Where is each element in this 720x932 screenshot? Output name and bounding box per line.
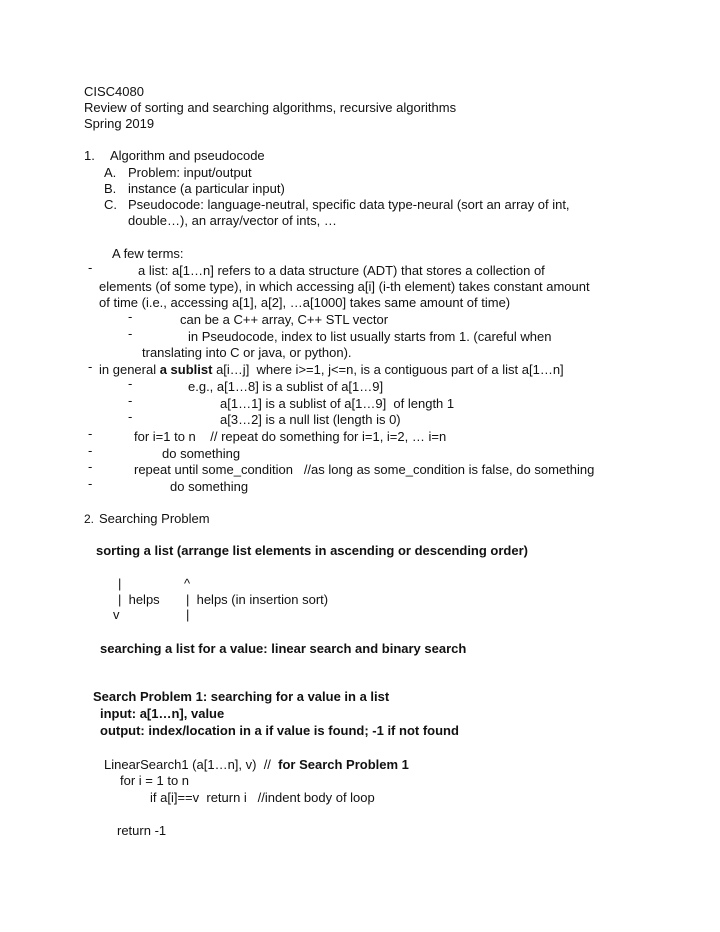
bullet-dash: - bbox=[128, 409, 133, 424]
item-c-marker: C. bbox=[104, 197, 117, 212]
bullet-dash: - bbox=[88, 459, 93, 474]
bullet-dash: - bbox=[128, 326, 133, 341]
search-problem-title: Search Problem 1: searching for a value in a list bbox=[93, 689, 390, 704]
course-code: CISC4080 bbox=[84, 84, 144, 99]
list-definition-line2: elements (of some type), in which accessing a[i] (i-th element) takes constant amount bbox=[99, 279, 590, 294]
loop-for-body: do something bbox=[162, 446, 241, 461]
diagram-up-arrowhead: ^ bbox=[184, 576, 191, 591]
search-problem-output: output: index/location in a if value is found; -1 if not found bbox=[100, 723, 459, 738]
diagram-right-bar: | bbox=[186, 607, 190, 622]
code-for-loop: for i = 1 to n bbox=[120, 773, 190, 788]
list-definition-line1: a list: a[1…n] refers to a data structure (ADT) that stores a collection of bbox=[138, 263, 545, 278]
bullet-dash: - bbox=[88, 359, 93, 374]
sublist-example-2: a[1…1] is a sublist of a[1…9] of length 1 bbox=[220, 396, 455, 411]
bullet-dash: - bbox=[128, 309, 133, 324]
diagram-helps-up: | helps (in insertion sort) bbox=[186, 592, 329, 607]
section2-number: 2. bbox=[84, 512, 95, 526]
document-subtitle: Review of sorting and searching algorithms, recursive algorithms bbox=[84, 100, 457, 115]
sublist-prefix: in general bbox=[99, 362, 160, 377]
diagram-down-arrowhead: v bbox=[113, 607, 120, 622]
sublist-example-3: a[3…2] is a null list (length is 0) bbox=[220, 412, 401, 427]
section2-title: Searching Problem bbox=[99, 511, 210, 526]
item-b-marker: B. bbox=[104, 181, 117, 196]
code-signature bbox=[104, 757, 409, 773]
sorting-heading: sorting a list (arrange list elements in ascending or descending order) bbox=[96, 543, 528, 558]
terms-heading: A few terms: bbox=[112, 246, 184, 261]
sublist-term: a sublist bbox=[159, 362, 213, 377]
section1-title: Algorithm and pseudocode bbox=[110, 148, 265, 163]
bullet-dash: - bbox=[128, 376, 133, 391]
list-subpoint-2-continuation: translating into C or java, or python). bbox=[142, 345, 352, 360]
item-a-marker: A. bbox=[104, 165, 117, 180]
loop-repeat-body: do something bbox=[170, 479, 249, 494]
search-problem-input: input: a[1…n], value bbox=[100, 706, 225, 721]
bullet-dash: - bbox=[128, 393, 133, 408]
loop-for-line: for i=1 to n // repeat do something for i=1, i=2, … i=n bbox=[134, 429, 447, 444]
diagram-helps-down: | helps bbox=[118, 592, 160, 607]
diagram-left-bar: | bbox=[118, 576, 122, 591]
sublist-definition bbox=[99, 362, 564, 378]
code-return: return -1 bbox=[117, 823, 167, 838]
code-signature-text: LinearSearch1 (a[1…n], v) // bbox=[104, 757, 279, 772]
sublist-example-1: e.g., a[1…8] is a sublist of a[1…9] bbox=[188, 379, 384, 394]
item-b-text: instance (a particular input) bbox=[128, 181, 285, 196]
list-subpoint-2: in Pseudocode, index to list usually starts from 1. (careful when bbox=[188, 329, 552, 344]
list-subpoint-1: can be a C++ array, C++ STL vector bbox=[180, 312, 389, 327]
searching-heading: searching a list for a value: linear search and binary search bbox=[100, 641, 467, 656]
section1-number: 1. bbox=[84, 148, 95, 163]
bullet-dash: - bbox=[88, 426, 93, 441]
bullet-dash: - bbox=[88, 476, 93, 491]
item-c-continuation: double…), an array/vector of ints, … bbox=[128, 213, 337, 228]
item-c-text: Pseudocode: language-neutral, specific data type-neural (sort an array of int, bbox=[128, 197, 570, 212]
code-if-statement: if a[i]==v return i //indent body of loop bbox=[150, 790, 375, 805]
loop-repeat-line: repeat until some_condition //as long as some_condition is false, do something bbox=[134, 462, 595, 477]
term-label: Spring 2019 bbox=[84, 116, 155, 131]
bullet-dash: - bbox=[88, 260, 93, 275]
item-a-text: Problem: input/output bbox=[128, 165, 252, 180]
sublist-suffix: a[i…j] where i>=1, j<=n, is a contiguous part of a list a[1…n] bbox=[212, 362, 564, 377]
list-definition-line3: of time (i.e., accessing a[1], a[2], …a[1000] takes same amount of time) bbox=[99, 295, 511, 310]
bullet-dash: - bbox=[88, 443, 93, 458]
code-signature-comment: for Search Problem 1 bbox=[278, 757, 409, 772]
